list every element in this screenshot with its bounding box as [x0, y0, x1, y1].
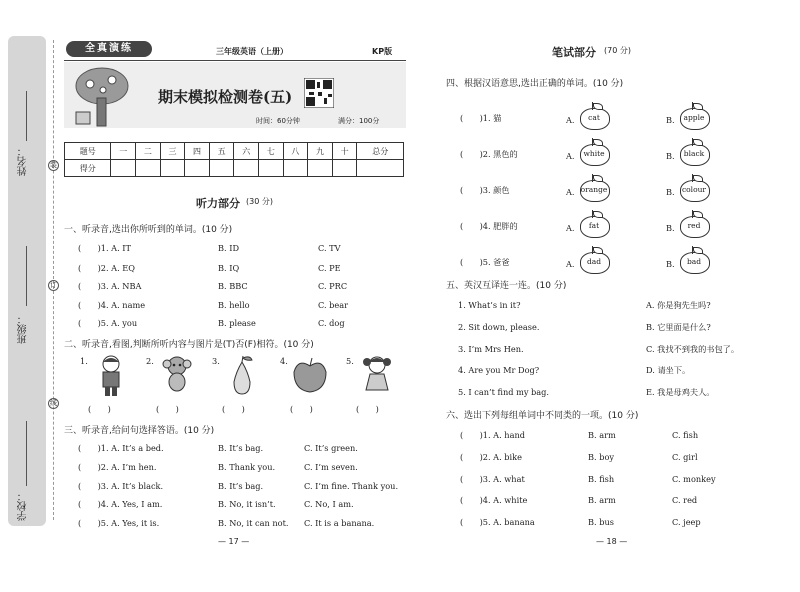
- score-input[interactable]: [111, 160, 136, 177]
- q3-option[interactable]: B. It’s bag.: [218, 443, 264, 453]
- apple-word-option[interactable]: [578, 174, 610, 200]
- q5-right-item[interactable]: A. 你是狗先生吗?: [646, 300, 711, 310]
- q1-option[interactable]: ( )3. A. NBA: [78, 281, 142, 291]
- score-input[interactable]: [234, 160, 259, 177]
- q5-right-item[interactable]: B. 它里面是什么?: [646, 322, 711, 332]
- q3-option[interactable]: C. No, I am.: [304, 499, 354, 509]
- table-cell: 二: [136, 143, 161, 160]
- score-input[interactable]: [136, 160, 161, 177]
- q6-title: 六、选出下列每组单词中不同类的一项。(10 分): [446, 411, 639, 421]
- apple-word-option[interactable]: [678, 174, 710, 200]
- q4-question[interactable]: ( )2. 黑色的: [460, 149, 518, 159]
- q3-option[interactable]: ( )1. A. It’s a bed.: [78, 443, 164, 453]
- q1-option[interactable]: C. PRC: [318, 281, 348, 291]
- option-label: A.: [566, 115, 575, 125]
- q6-option[interactable]: C. fish: [672, 430, 699, 440]
- q6-option[interactable]: B. bus: [588, 517, 614, 527]
- q2-answer-blank[interactable]: ( ): [156, 404, 179, 414]
- book-title: 三年级英语（上册）: [216, 47, 288, 56]
- score-table: [64, 142, 404, 177]
- option-label: A.: [566, 259, 575, 269]
- word-text: black: [683, 149, 705, 158]
- table-cell: 九: [308, 143, 333, 160]
- option-label: B.: [666, 151, 675, 161]
- q1-option[interactable]: B. please: [218, 318, 256, 328]
- q2-number: 4.: [280, 356, 288, 366]
- apple-word-option[interactable]: [578, 102, 610, 128]
- apple-picture-icon: [290, 356, 330, 396]
- q3-option[interactable]: B. No, it can not.: [218, 518, 289, 528]
- class-blank: [26, 246, 27, 306]
- score-input[interactable]: [185, 160, 210, 177]
- q1-option[interactable]: ( )1. A. IT: [78, 243, 131, 253]
- qr-code-icon[interactable]: [304, 78, 334, 108]
- word-text: orange: [580, 185, 608, 194]
- boy-picture-icon: [96, 354, 126, 398]
- page-number-left: — 17 —: [218, 537, 250, 546]
- page-number-right: — 18 —: [596, 537, 628, 546]
- q6-option[interactable]: B. arm: [588, 495, 616, 505]
- q4-question[interactable]: ( )4. 肥胖的: [460, 221, 518, 231]
- word-text: bad: [686, 257, 702, 266]
- q6-option[interactable]: C. red: [672, 495, 698, 505]
- table-cell: 八: [283, 143, 308, 160]
- word-text: fat: [588, 221, 600, 230]
- q5-left-item[interactable]: 1. What’s in it?: [458, 300, 521, 310]
- brand-badge: 全真演练: [66, 41, 152, 57]
- q1-option[interactable]: C. bear: [318, 300, 349, 310]
- q4-question[interactable]: ( )3. 颜色: [460, 185, 510, 195]
- table-cell: 题号: [65, 143, 111, 160]
- q2-answer-blank[interactable]: ( ): [222, 404, 245, 414]
- name-label: 姓名：: [18, 146, 29, 176]
- table-cell: 得分: [65, 160, 111, 177]
- table-cell: 七: [259, 143, 284, 160]
- exam-title: 期末模拟检测卷(五): [158, 88, 293, 106]
- q3-option[interactable]: ( )3. A. It’s black.: [78, 481, 164, 491]
- binding-sidebar: [8, 36, 46, 526]
- q6-option[interactable]: B. fish: [588, 474, 615, 484]
- apple-word-option[interactable]: [578, 138, 610, 164]
- score-input[interactable]: [160, 160, 185, 177]
- q5-right-item[interactable]: D. 请坐下。: [646, 365, 691, 375]
- score-table-score-row: [65, 160, 404, 177]
- score-input[interactable]: [308, 160, 333, 177]
- word-text: dad: [586, 257, 602, 266]
- q6-option[interactable]: C. monkey: [672, 474, 716, 484]
- q5-left-item[interactable]: 2. Sit down, please.: [458, 322, 540, 332]
- q5-left-item[interactable]: 3. I’m Mrs Hen.: [458, 344, 524, 354]
- q6-option[interactable]: ( )1. A. hand: [460, 430, 525, 440]
- q1-option[interactable]: C. PE: [318, 263, 341, 273]
- listening-points: (30 分): [246, 197, 273, 206]
- exam-time: 时间：60分钟: [256, 117, 300, 125]
- q1-option[interactable]: C. TV: [318, 243, 341, 253]
- q1-option[interactable]: B. IQ: [218, 263, 240, 273]
- q3-option[interactable]: C. I’m fine. Thank you.: [304, 481, 399, 491]
- q6-option[interactable]: B. boy: [588, 452, 615, 462]
- binding-hole-icon: 装: [50, 161, 57, 169]
- q1-option[interactable]: C. dog: [318, 318, 345, 328]
- exam-score: 满分：100分: [338, 117, 380, 125]
- q3-option[interactable]: B. No, it isn’t.: [218, 499, 276, 509]
- q5-right-item[interactable]: C. 我找不到我的书包了。: [646, 344, 740, 354]
- table-cell: 一: [111, 143, 136, 160]
- q3-option[interactable]: C. I’m seven.: [304, 462, 358, 472]
- q3-option[interactable]: C. It is a banana.: [304, 518, 375, 528]
- q2-number: 1.: [80, 356, 88, 366]
- q6-option[interactable]: ( )3. A. what: [460, 474, 525, 484]
- writing-section-title: 笔试部分: [552, 46, 596, 59]
- q4-question[interactable]: ( )5. 爸爸: [460, 257, 510, 267]
- word-text: colour: [681, 185, 707, 194]
- class-label: 班级：: [18, 314, 29, 344]
- q4-title: 四、根据汉语意思,选出正确的单词。(10 分): [446, 79, 624, 89]
- q1-option[interactable]: B. ID: [218, 243, 240, 253]
- table-cell: 总分: [357, 143, 404, 160]
- q5-title: 五、英汉互译连一连。(10 分): [446, 281, 567, 291]
- q1-option[interactable]: ( )2. A. EQ: [78, 263, 135, 273]
- school-blank: [26, 421, 27, 486]
- q6-option[interactable]: B. arm: [588, 430, 616, 440]
- edition: KP版: [372, 47, 393, 56]
- word-text: red: [687, 221, 701, 230]
- q2-answer-blank[interactable]: ( ): [290, 404, 313, 414]
- word-text: apple: [683, 113, 705, 122]
- score-input[interactable]: [283, 160, 308, 177]
- option-label: B.: [666, 187, 675, 197]
- apple-word-option[interactable]: [578, 210, 610, 236]
- binding-hole-icon: 订: [50, 281, 57, 289]
- q4-question[interactable]: ( )1. 猫: [460, 113, 502, 123]
- option-label: A.: [566, 187, 575, 197]
- apple-word-option[interactable]: [678, 138, 710, 164]
- score-input[interactable]: [357, 160, 404, 177]
- q6-option[interactable]: ( )4. A. white: [460, 495, 528, 505]
- q5-right-item[interactable]: E. 我是母鸡夫人。: [646, 387, 715, 397]
- option-label: B.: [666, 259, 675, 269]
- score-input[interactable]: [209, 160, 234, 177]
- word-text: white: [583, 149, 605, 158]
- option-label: B.: [666, 115, 675, 125]
- table-cell: 六: [234, 143, 259, 160]
- listening-section-title: 听力部分: [196, 197, 240, 210]
- q3-option[interactable]: B. It’s bag.: [218, 481, 264, 491]
- apple-word-option[interactable]: [678, 210, 710, 236]
- q3-option[interactable]: C. It’s green.: [304, 443, 358, 453]
- q6-option[interactable]: ( )5. A. banana: [460, 517, 535, 527]
- tree-illustration-icon: [70, 64, 130, 128]
- option-label: A.: [566, 151, 575, 161]
- q2-number: 3.: [212, 356, 220, 366]
- score-input[interactable]: [332, 160, 357, 177]
- word-text: cat: [588, 113, 600, 122]
- q1-option[interactable]: ( )4. A. name: [78, 300, 146, 310]
- binding-hole-icon: 线: [50, 399, 57, 407]
- girl-picture-icon: [360, 354, 394, 396]
- table-cell: 三: [160, 143, 185, 160]
- q3-option[interactable]: ( )5. A. Yes, it is.: [78, 518, 160, 528]
- table-cell: 四: [185, 143, 210, 160]
- writing-points: (70 分): [604, 46, 631, 55]
- q2-answer-blank[interactable]: ( ): [88, 404, 111, 414]
- q3-option[interactable]: ( )4. A. Yes, I am.: [78, 499, 163, 509]
- q2-answer-blank[interactable]: ( ): [356, 404, 379, 414]
- q1-option[interactable]: B. hello: [218, 300, 250, 310]
- q2-number: 2.: [146, 356, 154, 366]
- name-blank: [26, 91, 27, 141]
- score-table-header-row: [65, 143, 404, 160]
- table-cell: 十: [332, 143, 357, 160]
- pear-picture-icon: [226, 354, 258, 396]
- option-label: A.: [566, 223, 575, 233]
- option-label: B.: [666, 223, 675, 233]
- q1-title: 一、听录音,选出你所听到的单词。(10 分): [64, 225, 233, 235]
- q2-number: 5.: [346, 356, 354, 366]
- q6-option[interactable]: C. girl: [672, 452, 698, 462]
- score-input[interactable]: [259, 160, 284, 177]
- q6-option[interactable]: ( )2. A. bike: [460, 452, 522, 462]
- q3-title: 三、听录音,给问句选择答语。(10 分): [64, 426, 215, 436]
- table-cell: 五: [209, 143, 234, 160]
- monkey-picture-icon: [160, 354, 194, 394]
- q5-left-item[interactable]: 4. Are you Mr Dog?: [458, 365, 540, 375]
- q6-option[interactable]: C. jeep: [672, 517, 701, 527]
- q3-option[interactable]: B. Thank you.: [218, 462, 276, 472]
- q2-title: 二、听录音,看图,判断所听内容与图片是(T)否(F)相符。(10 分): [64, 340, 314, 350]
- apple-word-option[interactable]: [678, 102, 710, 128]
- q1-option[interactable]: ( )5. A. you: [78, 318, 138, 328]
- q5-left-item[interactable]: 5. I can’t find my bag.: [458, 387, 550, 397]
- q3-option[interactable]: ( )2. A. I’m hen.: [78, 462, 157, 472]
- apple-word-option[interactable]: [578, 246, 610, 272]
- school-label: 学校：: [18, 491, 29, 521]
- apple-word-option[interactable]: [678, 246, 710, 272]
- q1-option[interactable]: B. BBC: [218, 281, 248, 291]
